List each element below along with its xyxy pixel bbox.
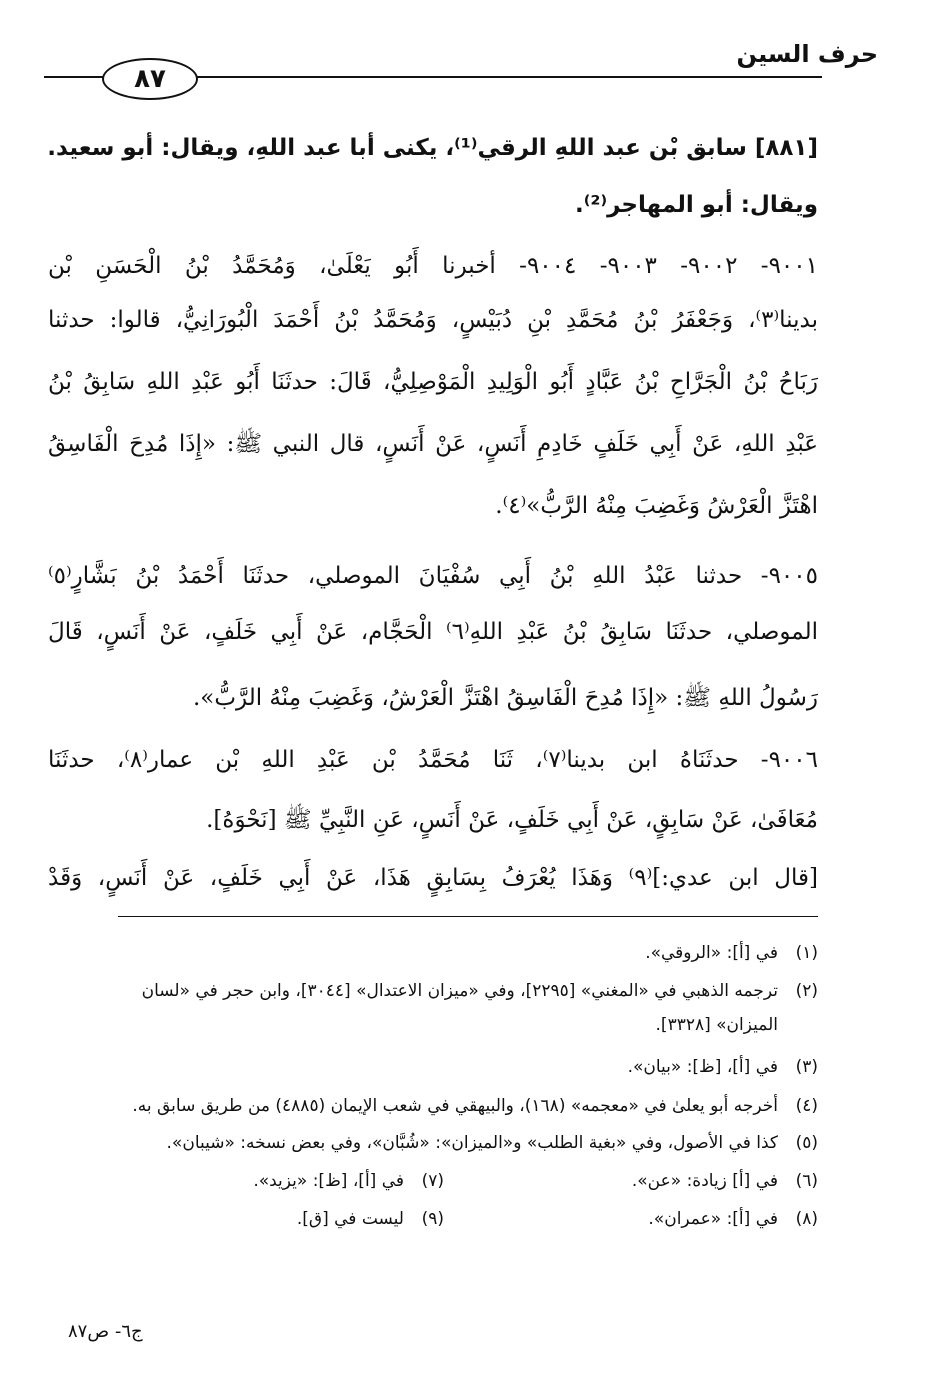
hadith-9001-line-3: رَبَاحُ بْنُ الْجَرَّاحِ بْنُ عَبَّادٍ أَبُو الْوَلِيدِ الْمَوْصِلِيُّ، قَالَ: حدثَنَا أَبُو عَبْدِ اللهِ سَابِقُ بْنُ bbox=[48, 369, 818, 395]
footnote-text: الميزان» [٣٣٢٨]. bbox=[655, 1015, 778, 1035]
page-number: ٨٧ bbox=[102, 58, 198, 100]
entry-heading-line-1: [٨٨١] سابق بْن عبد اللهِ الرقي⁽¹⁾، يكنى أبا عبد اللهِ، ويقال: أبو سعيد. bbox=[47, 135, 818, 161]
footnote-2-continued bbox=[48, 1012, 818, 1038]
footnote-number: (٥) bbox=[795, 1133, 818, 1153]
footnote-text: ليست في [ق]. bbox=[296, 1209, 404, 1229]
footnote-number: (١) bbox=[795, 943, 818, 963]
running-header-title: حرف السين bbox=[736, 40, 878, 68]
footnote-2 bbox=[48, 978, 818, 1004]
footnote-8 bbox=[648, 1206, 818, 1232]
hadith-9005-line-1: ٩٠٠٥- حدثنا عَبْدُ اللهِ بْنُ أَبِي سُفْيَانَ الموصلي، حدثَنَا أَحْمَدُ بْنُ بَشَّارٍ⁽٥⁾ bbox=[48, 563, 818, 589]
footnote-number: (٤) bbox=[795, 1096, 818, 1116]
footnote-text: أخرجه أبو يعلىٰ في «معجمه» (١٦٨)، والبيهقي في شعب الإيمان (٤٨٨٥) من طريق سابق به. bbox=[132, 1096, 778, 1116]
hadith-9001-line-5: اهْتَزَّ الْعَرْشُ وَغَضِبَ مِنْهُ الرَّبُّ»⁽٤⁾. bbox=[495, 493, 818, 519]
footnote-number: (٦) bbox=[795, 1171, 818, 1191]
hadith-9001-line-2: بدينا⁽٣⁾، وَجَعْفَرُ بْنُ مُحَمَّدِ بْنِ دُبَيْسٍ، وَمُحَمَّدُ بْنُ أَحْمَدَ الْبُورَانِيُّ، قالوا: حدثنا bbox=[48, 307, 818, 333]
footnote-row-6-7 bbox=[48, 1168, 818, 1194]
hadith-9005-line-3: رَسُولُ اللهِ ﷺ: «إِذَا مُدِحَ الْفَاسِقُ اهْتَزَّ الْعَرْشُ، وَغَضِبَ مِنْهُ الرَّبُّ». bbox=[193, 685, 818, 711]
footnote-row-8-9 bbox=[48, 1206, 818, 1232]
hadith-9001-line-4: عَبْدِ اللهِ، عَنْ أَبِي خَلَفٍ خَادِمِ أَنَسٍ، عَنْ أَنَسٍ، قال النبي ﷺ: «إِذَا مُدِحَ الْفَاسِقُ bbox=[48, 431, 818, 457]
footnote-text: في [أ]، [ظ]: «بيان». bbox=[627, 1057, 778, 1077]
footnote-5 bbox=[48, 1130, 818, 1156]
hadith-9006-line-1: ٩٠٠٦- حدثَنَاهُ ابن بدينا⁽٧⁾، ثَنَا مُحَمَّدُ بْن عَبْدِ اللهِ بْن عمار⁽٨⁾، حدثَنَا bbox=[48, 747, 818, 773]
footnote-9 bbox=[297, 1206, 444, 1232]
footnote-number: (٩) bbox=[421, 1209, 444, 1229]
hadith-9005-line-2: الموصلي، حدثَنَا سَابِقُ بْنُ عَبْدِ اللهِ⁽٦⁾ الْحَجَّام، عَنْ أَبِي خَلَفٍ، عَنْ أَنَسٍ، قَالَ bbox=[48, 619, 818, 645]
ibn-adi-comment-line-1: [قال ابن عدي:]⁽٩⁾ وَهَذَا يُعْرَفُ بِسَابِقٍ هَذَا، عَنْ أَبِي خَلَفٍ، عَنْ أَنَسٍ، وَقَدْ bbox=[48, 865, 818, 891]
footnote-text: كذا في الأصول، وفي «بغية الطلب» و«الميزان»: «شُبَّان»، وفي بعض نسخه: «شيبان». bbox=[166, 1133, 778, 1153]
footnote-text: في [أ]: «عمران». bbox=[648, 1209, 778, 1229]
footnote-number: (٢) bbox=[795, 981, 818, 1001]
footnote-3 bbox=[48, 1054, 818, 1080]
footnote-1 bbox=[48, 940, 818, 966]
footnote-text: في [أ] زيادة: «عن». bbox=[631, 1171, 778, 1191]
footnote-4 bbox=[48, 1093, 818, 1119]
footnote-text: في [أ]: «الروقي». bbox=[645, 943, 778, 963]
footnote-number: (٧) bbox=[421, 1171, 444, 1191]
footnote-6 bbox=[632, 1168, 818, 1194]
footnote-number: (٣) bbox=[795, 1057, 818, 1077]
hadith-9006-line-2: مُعَافَىٰ، عَنْ سَابِقٍ، عَنْ أَبِي خَلَفٍ، عَنْ أَنَسٍ، عَنِ النَّبِيِّ ﷺ [نَحْوَهُ]. bbox=[206, 807, 818, 833]
footnote-7 bbox=[253, 1168, 444, 1194]
footnote-text: في [أ]، [ظ]: «يزيد». bbox=[253, 1171, 404, 1191]
footnote-number: (٨) bbox=[795, 1209, 818, 1229]
footnote-text: ترجمه الذهبي في «المغني» [٢٢٩٥]، وفي «ميزان الاعتدال» [٣٠٤٤]، وابن حجر في «لسان bbox=[141, 981, 778, 1001]
volume-page-footer: ج٦- ص٨٧ bbox=[68, 1321, 143, 1342]
footnote-separator bbox=[118, 916, 818, 917]
hadith-9001-line-1: ٩٠٠١- ٩٠٠٢- ٩٠٠٣- ٩٠٠٤- أخبرنا أَبُو يَعْلَىٰ، وَمُحَمَّدُ بْنُ الْحَسَنِ بْن bbox=[48, 253, 818, 279]
entry-heading-line-2: ويقال: أبو المهاجر⁽²⁾. bbox=[575, 192, 818, 218]
